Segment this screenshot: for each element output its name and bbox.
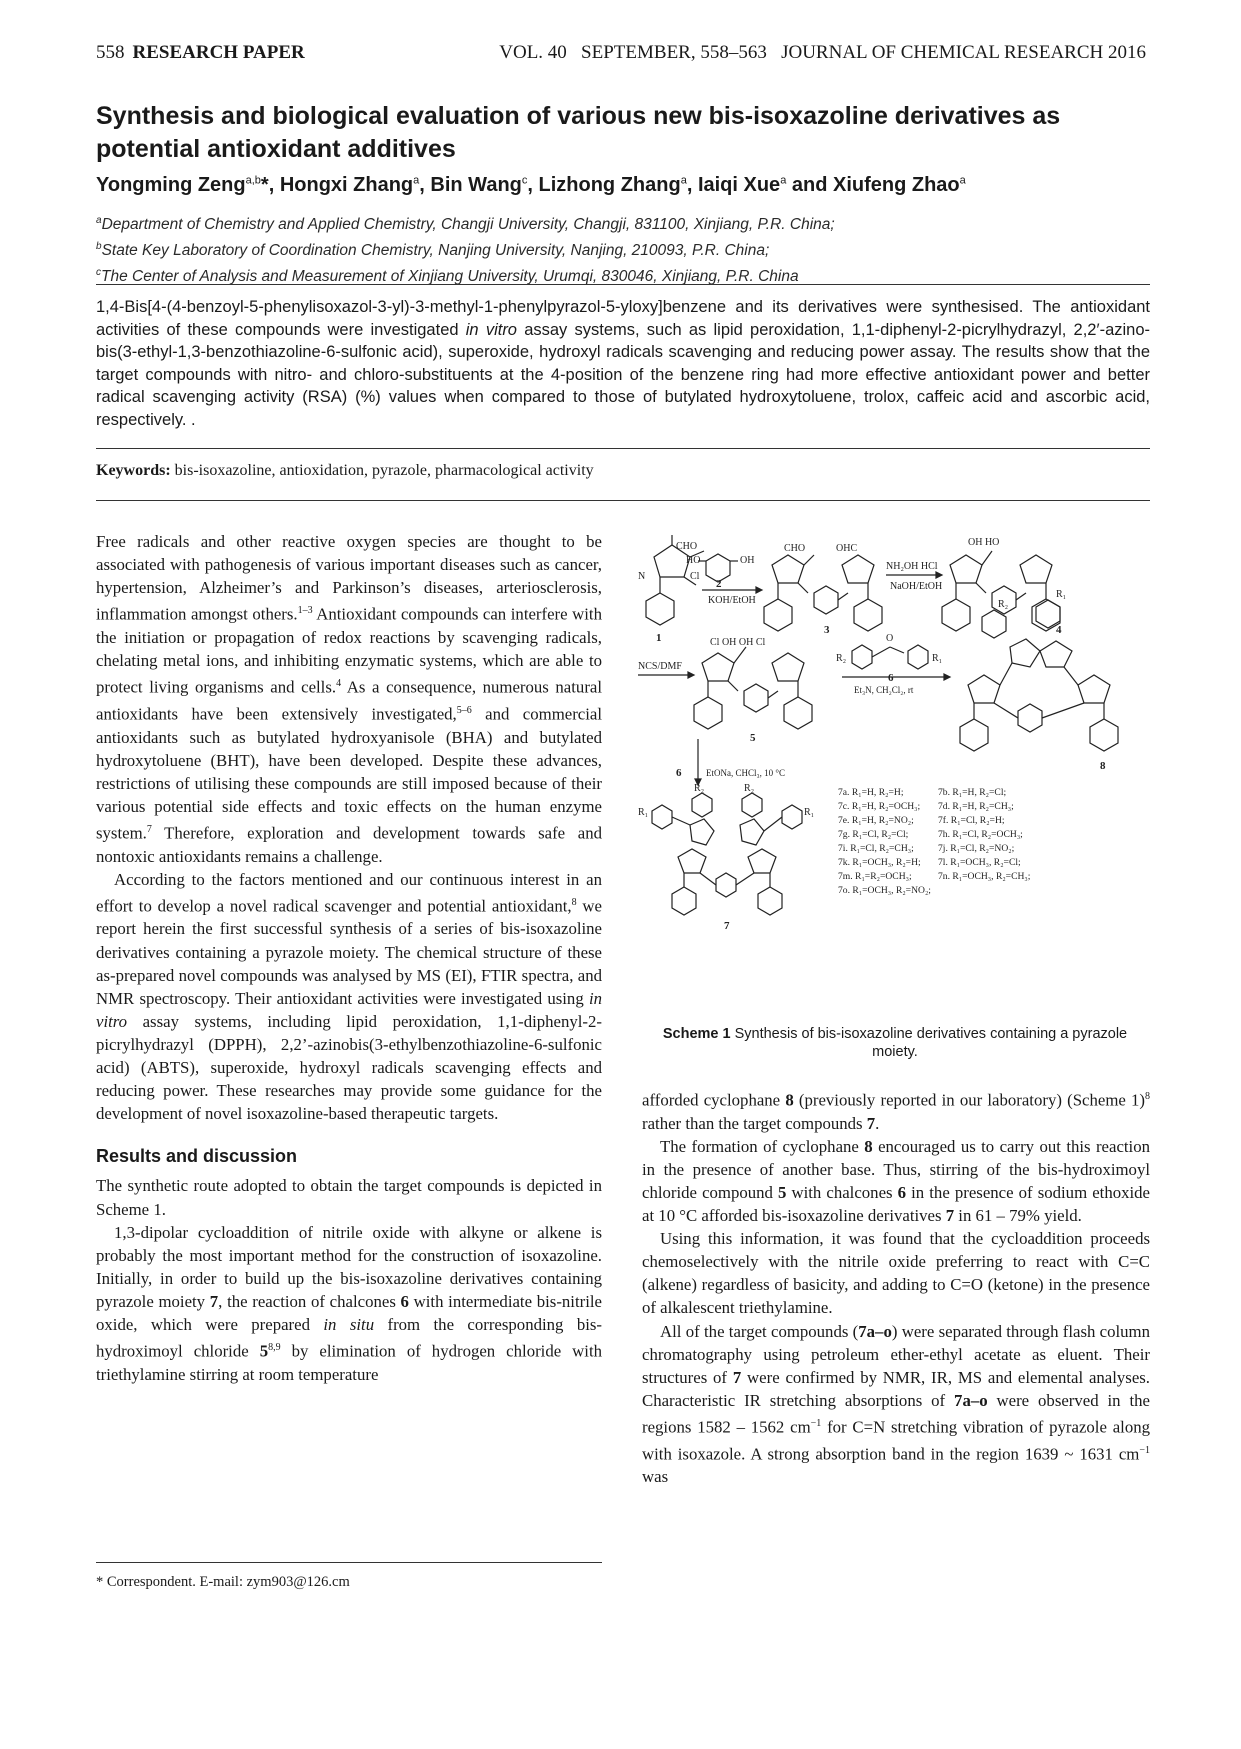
affiliations xyxy=(96,210,1156,288)
right-column xyxy=(642,1085,1150,1488)
compound-6-number: 6 xyxy=(676,767,682,779)
label-ho: HO xyxy=(686,555,701,566)
substituent-entry: 7k. R₁=OCH₃, R₂=H; xyxy=(838,857,921,868)
substituent-entry: 7n. R₁=OCH₃, R₂=CH₃; xyxy=(938,871,1031,882)
divider xyxy=(96,448,1150,449)
substituent-entry: 7g. R₁=Cl, R₂=Cl; xyxy=(838,829,909,840)
author: Iaiqi Xue$^a$ and xyxy=(697,174,833,196)
compound-6-number: 6 xyxy=(888,672,894,684)
running-head xyxy=(96,42,1146,66)
affiliation: $^b$State Key Laboratory of Coordination Chemistry, Nanjing University, Nanjing, 210093, P.R. China; xyxy=(96,241,770,260)
author: Hongxi Zhang$^a$, xyxy=(279,174,431,196)
label-r2: R₂ xyxy=(694,783,705,794)
compound-4-number: 4 xyxy=(1056,624,1062,636)
journal-info: VOL. 40 SEPTEMBER, 558–563 JOURNAL OF CHEMICAL RESEARCH 2016 xyxy=(499,42,1146,63)
label-cho: CHO xyxy=(784,543,806,554)
keywords-label: Keywords: xyxy=(96,462,171,479)
compound-8-number: 8 xyxy=(1100,760,1106,772)
label-r1: R₁ xyxy=(804,807,815,818)
substituent-table xyxy=(838,787,1030,896)
label-cho: CHO xyxy=(676,541,698,552)
scheme-figure xyxy=(638,535,1150,1025)
running-head-left xyxy=(96,42,305,64)
paragraph: Free radicals and other reactive oxygen species are thought to be associated with pathogenesis of various important diseases such as cancer, hypertension, Alzheimer’s and Parkinson’s diseases, arteriosclerosis, inflammation amongst others.$^{1-3}$ Antioxidant compounds can interfere with the initiation or propagation of redox reactions by scavenging radicals, chelating metal ions, and inhibiting enzymatic systems, which are able to protect living organisms and cells.$^4$ As a consequence, numerous natural antioxidants have been extensively investigated,$^{5-6}$ and commercial antioxidants such as butylated hydroxyanisole (BHA) and butylated hydroxytoluene (BHT), have been developed. Despite these advances, restrictions of utilising these compounds are still imposed because of their various potential side effects and toxic effects on the human enzyme system.$^7$ Therefore, exploration and development towards safe and nontoxic antioxidants remains a challenge. xyxy=(96,532,603,866)
label-r1: R₁ xyxy=(1056,589,1067,600)
compound-1-number: 1 xyxy=(656,632,662,644)
substituent-entry: 7c. R₁=H, R₂=OCH₃; xyxy=(838,801,921,812)
paragraph: The formation of cyclophane 8 encouraged us to carry out this reaction in the presence of another base. Thus, stirring of the bis-hydroximoyl chloride compound 5 with chalcones 6 in the presence of sodium ethoxide at 10 °C afforded bis-isoxazoline derivatives 7 in 61 – 79% yield. xyxy=(642,1136,1151,1226)
keywords: Keywords: bis-isoxazoline, antioxidation, pyrazole, pharmacological activity xyxy=(96,462,594,479)
label-oh: OH xyxy=(740,555,755,566)
label-n: N xyxy=(638,571,646,582)
paragraph: Using this information, it was found that the cycloaddition proceeds chemoselectively with the nitrile oxide preferring to react with C=C (alkene) regardless of basicity, and adding to C=O (ketone) in the presence of alkalescent triethylamine. xyxy=(642,1229,1150,1318)
substituent-entry: 7h. R₁=Cl, R₂=OCH₃; xyxy=(938,829,1023,840)
substituent-entry: 7j. R₁=Cl, R₂=NO₂; xyxy=(938,843,1015,854)
label-r2: R₂ xyxy=(998,599,1009,610)
paragraph: All of the target compounds (7a–o) were separated through flash column chromatography using petroleum ether-ethyl acetate as eluent. Their structures of 7 were confirmed by NMR, IR, MS and elemental analyses. Characteristic IR stretching absorptions of 7a–o were observed in the regions 1582 – 1562 $cm^{-1}$ for C=N stretching vibration of pyrazole along with isoxazole. A strong absorption band in the region 1639 ~ 1631 $cm^{-1}$ was xyxy=(642,1321,1151,1487)
label-r2: R₂ xyxy=(744,783,755,794)
compound-5-number: 5 xyxy=(750,732,756,744)
compound-7-number: 7 xyxy=(724,920,730,932)
caption-label: Scheme 1 xyxy=(662,1026,731,1042)
reagent-5: EtONa, CHCl₃, 10 °C xyxy=(706,768,785,778)
compound-3-number: 3 xyxy=(824,624,830,636)
label-oh-ho: OH HO xyxy=(968,537,1000,548)
divider xyxy=(96,284,1150,285)
author-list xyxy=(96,174,1156,197)
scheme-caption: Scheme 1 Synthesis of bis-isoxazoline derivatives containing a pyrazole moiety. xyxy=(662,1026,1128,1060)
substituent-entry: 7f. R₁=Cl, R₂=H; xyxy=(938,815,1005,826)
affiliation: $^a$Department of Chemistry and Applied Chemistry, Changji University, Changji, 831100, Xinjiang, P.R. China; xyxy=(96,215,835,234)
footnote-divider xyxy=(96,1562,602,1563)
label-cl: Cl xyxy=(690,571,700,582)
footnote: * Correspondent. E-mail: zym903@126.cm xyxy=(96,1574,350,1590)
reaction-scheme-drawing xyxy=(638,535,1150,1025)
label-r2: R₂ xyxy=(836,653,847,664)
abstract: 1,4-Bis[4-(4-benzoyl-5-phenylisoxazol-3-yl)-3-methyl-1-phenylpyrazol-5-yloxy]benzene and its derivatives were synthesised. The antioxidant activities of these compounds were investigated in vitro assay systems, such as lipid peroxidation, 1,1-diphenyl-2-picrylhydrazyl, 2,2′-azino-bis(3-ethyl-1,3-benzothiazoline-6-sulfonic acid), superoxide, hydroxyl radicals scavenging and reducing power assay. The results show that the target compounds with nitro- and chloro-substituents at the 4-position of the benzene ring had more effective antioxidant power and better radical scavenging activity (RSA) (%) values when compared to those of butylated hydroxytoluene, trolox, caffeic acid and ascorbic acid, respectively. . xyxy=(96,298,1151,429)
substituent-entry: 7d. R₁=H, R₂=CH₃; xyxy=(938,801,1014,812)
paper-title: Synthesis and biological evaluation of various new bis-isoxazoline derivatives as potential antioxidant additives xyxy=(96,102,1061,163)
author: Xiufeng Zhao$^a$ xyxy=(832,174,966,196)
reagent-2a: NH₂OH HCl xyxy=(886,561,938,572)
label-r1: R₁ xyxy=(932,653,943,664)
compound-2-number: 2 xyxy=(716,578,722,590)
paragraph: afforded cyclophane 8 (previously reported in our laboratory) (Scheme 1)$^8$ rather than the target compounds 7. xyxy=(642,1090,1150,1133)
reagent-2b: NaOH/EtOH xyxy=(890,581,943,592)
paragraph: The synthetic route adopted to obtain the target compounds is depicted in Scheme 1. xyxy=(96,1176,602,1219)
left-column xyxy=(96,530,602,1386)
paragraph: According to the factors mentioned and our continuous interest in an effort to develop a novel radical scavenger and potential antioxidant,$^8$ we report herein the first successful synthesis of a series of bis-isoxazoline derivatives containing a pyrazole moiety. The chemical structure of these as-prepared novel compounds was analysed by MS (EI), FTIR spectra, and NMR spectroscopy. Their antioxidant activities were investigated using in vitro assay systems, including lipid peroxidation, 1,1-diphenyl-2-picrylhydrazyl (DPPH), 2,2’-azinobis(3-ethylbenzothiazoline-6-sulfonic acid) (ABTS), superoxide, hydroxyl radicals scavenging effects and reducing power. These researches may provide some guidance for the development of novel isoxazoline-based therapeutic targets. xyxy=(96,869,602,1124)
substituent-entry: 7l. R₁=OCH₃, R₂=Cl; xyxy=(938,857,1021,868)
author: Bin Wang$^c$, xyxy=(430,174,539,196)
substituent-entry: 7m. R₁=R₂=OCH₃; xyxy=(838,871,912,882)
page-number: 558 xyxy=(96,42,125,63)
reagent-1: KOH/EtOH xyxy=(708,595,756,606)
label-o: O xyxy=(886,633,894,644)
substituent-entry: 7e. R₁=H, R₂=NO₂; xyxy=(838,815,914,826)
author: Lizhong Zhang$^a$, xyxy=(538,174,698,196)
substituent-entry: 7a. R₁=H, R₂=H; xyxy=(838,787,904,798)
paragraph: 1,3-dipolar cycloaddition of nitrile oxide with alkyne or alkene is probably the most important method for the construction of isoxazoline. Initially, in order to build up the bis-isoxazoline derivatives containing pyrazole moiety 7, the reaction of chalcones 6 with intermediate bis-nitrile oxide, which were prepared in situ from the corresponding bis-hydroximoyl chloride 5$^{8,9}$ by elimination of hydrogen chloride with triethylamine stirring at room temperature xyxy=(96,1222,603,1384)
author: Yongming Zeng$^{a,b}$*, xyxy=(96,174,280,196)
label-r1: R₁ xyxy=(638,807,649,818)
reagent-4: Et₃N, CH₂Cl₂, rt xyxy=(854,685,914,695)
label-ohc: OHC xyxy=(836,543,858,554)
reagent-3: NCS/DMF xyxy=(638,661,682,672)
label-cl-oh: Cl OH OH Cl xyxy=(710,637,766,648)
section-label: RESEARCH PAPER xyxy=(132,42,305,63)
affiliation: $^c$The Center of Analysis and Measurement of Xinjiang University, Urumqi, 830046, Xinjiang, P.R. China xyxy=(96,267,799,286)
divider xyxy=(96,500,1150,501)
substituent-entry: 7o. R₁=OCH₃, R₂=NO₂; xyxy=(838,885,931,896)
substituent-entry: 7i. R₁=Cl, R₂=CH₃; xyxy=(838,843,914,854)
substituent-entry: 7b. R₁=H, R₂=Cl; xyxy=(938,787,1007,798)
section-heading: Results and discussion xyxy=(96,1146,298,1167)
